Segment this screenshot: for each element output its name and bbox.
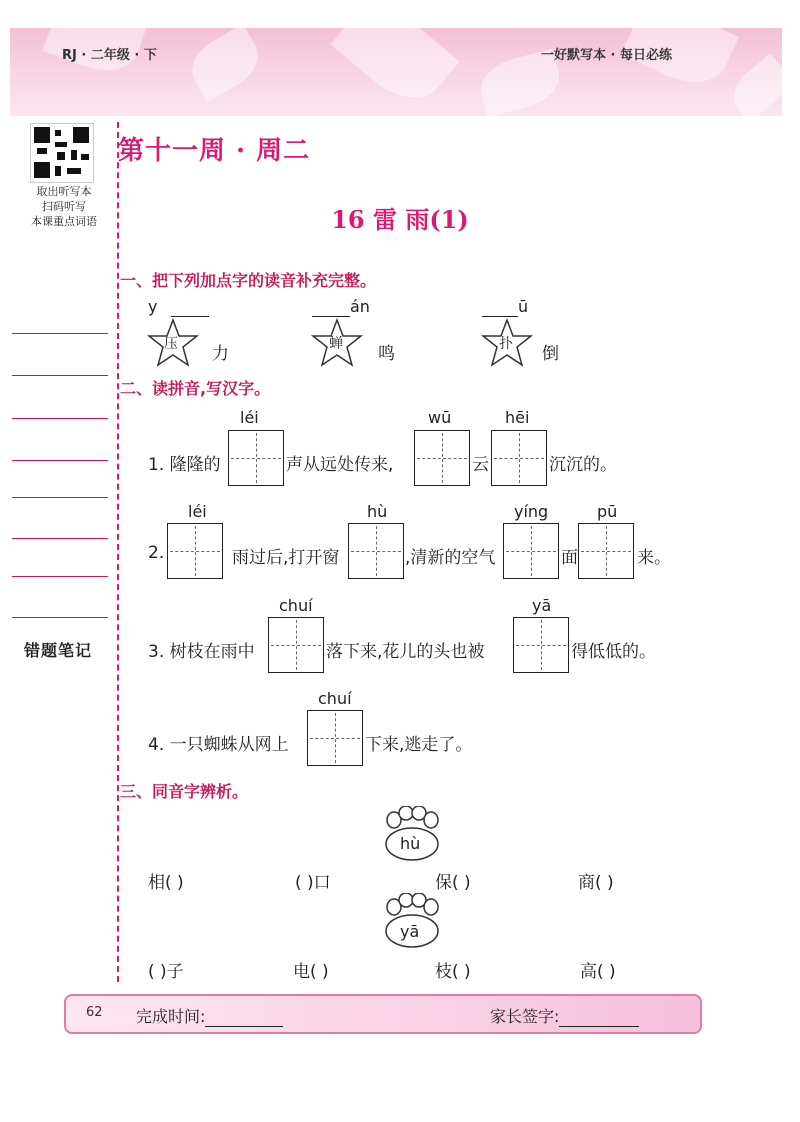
q2-text-2: 雨过后,打开窗: [232, 548, 340, 568]
section1-title: 一、把下列加点字的读音补充完整。: [120, 271, 377, 290]
word-rest: 力: [212, 344, 229, 364]
header-banner: [10, 28, 782, 116]
homophone-item[interactable]: ( )子: [148, 962, 184, 982]
wrong-answers-notes-title: 错题笔记: [24, 641, 93, 660]
note-line[interactable]: [12, 375, 108, 376]
dotted-char: 蝉: [329, 336, 343, 352]
completion-time-label: [136, 1004, 283, 1027]
pinyin-label: wū: [428, 408, 452, 427]
q1-text-4: 沉沉的。: [549, 455, 617, 475]
writing-box[interactable]: [228, 430, 284, 486]
answer-blank[interactable]: [171, 297, 209, 317]
pinyin-blank-2[interactable]: [312, 297, 370, 317]
qr-caption-3: 本课重点词语: [31, 215, 97, 228]
header-grade: RJ · 二年级 · 下: [62, 48, 157, 63]
week-title: 第十一周 · 周二: [118, 136, 311, 166]
answer-blank[interactable]: [482, 297, 518, 317]
q1-text-2: 声从远处传来,: [286, 455, 394, 475]
dotted-char: 扑: [499, 336, 513, 352]
q3-text-3: 得低低的。: [571, 642, 656, 662]
pinyin-label: pū: [597, 502, 618, 521]
writing-box[interactable]: [513, 617, 569, 673]
homophone-item[interactable]: ( )口: [295, 873, 331, 893]
q2-text-4: 面: [561, 548, 578, 568]
writing-box[interactable]: [578, 523, 634, 579]
note-line[interactable]: [12, 460, 108, 461]
note-line[interactable]: [12, 418, 108, 419]
writing-box[interactable]: [503, 523, 559, 579]
note-line[interactable]: [12, 497, 108, 498]
pinyin-label: yā: [532, 596, 552, 615]
parent-signature-field[interactable]: [559, 1007, 639, 1027]
lesson-title: 16 雷 雨(1): [331, 205, 469, 234]
pinyin-label: léi: [188, 502, 207, 521]
q2-text-5: 来。: [637, 548, 671, 568]
section3-title: 三、同音字辨析。: [120, 782, 249, 801]
q1-text-1: 1. 隆隆的: [148, 455, 221, 475]
word-rest: 鸣: [378, 344, 395, 364]
qr-code-icon[interactable]: [30, 123, 94, 183]
pinyin-label: chuí: [279, 596, 313, 615]
homophone-item[interactable]: 相( ): [148, 873, 184, 893]
writing-box[interactable]: [414, 430, 470, 486]
answer-blank[interactable]: [312, 297, 350, 317]
note-line[interactable]: [12, 617, 108, 618]
dotted-char: 压: [164, 336, 178, 352]
writing-box[interactable]: [307, 710, 363, 766]
section2-title: 二、读拼音,写汉字。: [120, 379, 271, 398]
qr-caption-2: 扫码听写: [42, 200, 86, 213]
paw-pinyin: hù: [400, 834, 421, 853]
pinyin-blank-1[interactable]: [148, 297, 209, 317]
pinyin-label: léi: [240, 408, 259, 427]
q3-text-1: 3. 树枝在雨中: [148, 642, 255, 662]
homophone-item[interactable]: 高( ): [580, 962, 616, 982]
q3-text-2: 落下来,花儿的头也被: [326, 642, 485, 662]
note-line[interactable]: [12, 333, 108, 334]
word-rest: 倒: [542, 344, 559, 364]
pinyin-prefix: y: [148, 297, 158, 316]
note-line[interactable]: [12, 538, 108, 539]
writing-box[interactable]: [268, 617, 324, 673]
pinyin-label: chuí: [318, 689, 352, 708]
header-slogan: 一好默写本 · 每日必练: [541, 48, 672, 63]
pinyin-label: hēi: [505, 408, 530, 427]
pinyin-label: yíng: [514, 502, 549, 521]
writing-box[interactable]: [167, 523, 223, 579]
qr-caption-1: 取出听写本: [36, 185, 92, 198]
page-number: 62: [86, 1005, 103, 1020]
pinyin-label: hù: [367, 502, 388, 521]
writing-box[interactable]: [491, 430, 547, 486]
sidebar-divider: [117, 122, 119, 982]
pinyin-suffix: ū: [518, 297, 529, 316]
q2-text-1: 2.: [148, 543, 165, 563]
parent-signature-label: [490, 1004, 639, 1027]
homophone-item[interactable]: 保( ): [435, 873, 471, 893]
paw-pinyin: yā: [400, 922, 420, 941]
q1-text-3: 云: [472, 455, 489, 475]
completion-time-text: 完成时间:: [136, 1007, 206, 1026]
note-line[interactable]: [12, 576, 108, 577]
writing-box[interactable]: [348, 523, 404, 579]
homophone-item[interactable]: 商( ): [578, 873, 614, 893]
completion-time-field[interactable]: [205, 1007, 283, 1027]
homophone-item[interactable]: 电( ): [293, 962, 329, 982]
parent-signature-text: 家长签字:: [490, 1007, 560, 1026]
q4-text-1: 4. 一只蜘蛛从网上: [148, 735, 289, 755]
pinyin-blank-3[interactable]: [482, 297, 528, 317]
q4-text-2: 下来,逃走了。: [365, 735, 473, 755]
pinyin-suffix: án: [350, 297, 370, 316]
q2-text-3: ,清新的空气: [405, 548, 496, 568]
homophone-item[interactable]: 枝( ): [435, 962, 471, 982]
